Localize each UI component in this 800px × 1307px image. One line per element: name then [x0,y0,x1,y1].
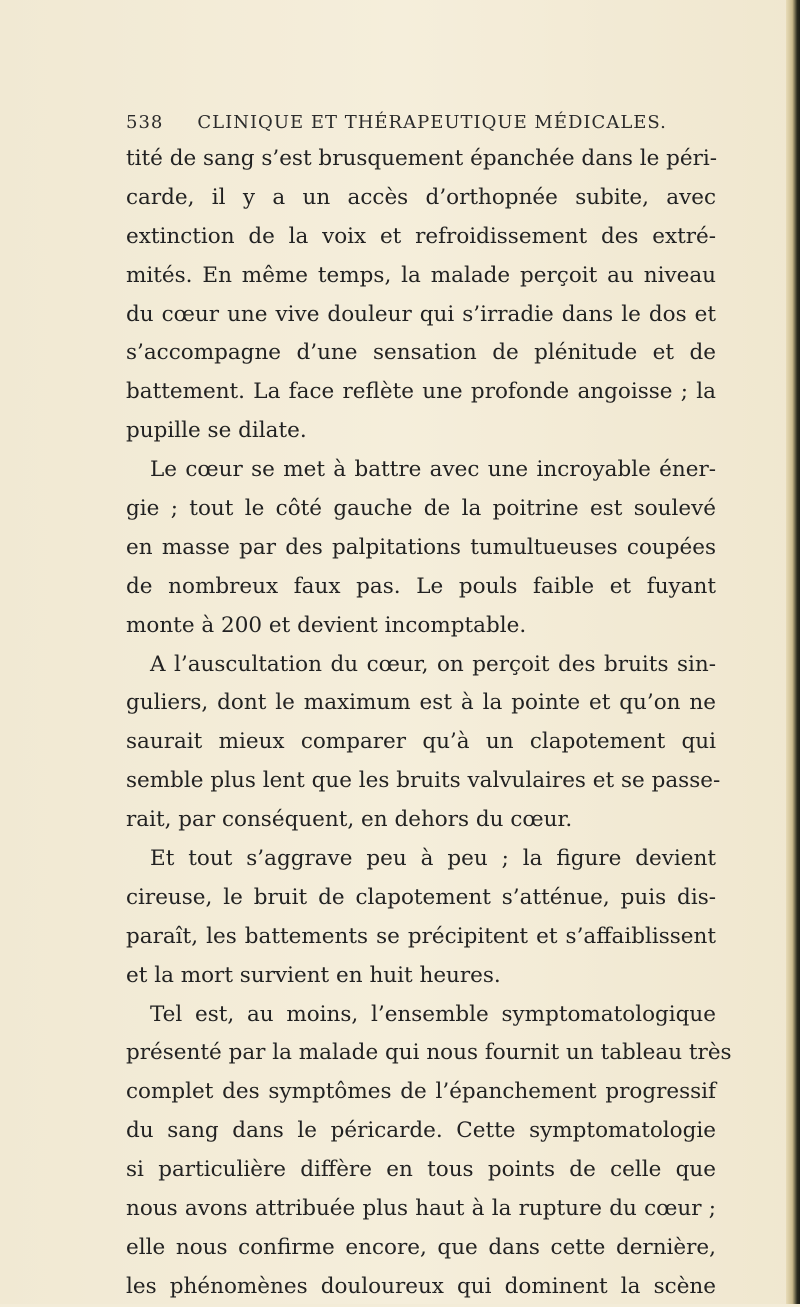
text-line: Le cœur se met à battre avec une incroyable éner- [150,457,716,483]
text-line: pupille se dilate. [126,418,307,444]
text-line: gie ; tout le côté gauche de la poitrine est soulevé [126,496,716,522]
text-line: monte à 200 et devient incomptable. [126,612,527,638]
running-title: CLINIQUE ET THÉRAPEUTIQUE MÉDICALES. [197,112,667,133]
text-line: paraît, les battements se précipitent et s’affaiblissent [126,923,716,949]
text-line: présenté par la malade qui nous fournit un tableau très [126,1040,732,1066]
text-line: saurait mieux comparer qu’à un clapotement qui [126,729,716,755]
text-line: A l’auscultation du cœur, on perçoit des bruits sin- [150,651,716,677]
text-line: carde, il y a un accès d’orthopnée subite, avec [126,184,716,210]
text-line: cireuse, le bruit de clapotement s’atténue, puis dis- [126,884,716,910]
text-line: elle nous confirme encore, que dans cette dernière, [126,1234,716,1260]
page-number: 538 [126,112,164,133]
text-line: les phénomènes douloureux qui dominent la scène [126,1273,716,1299]
text-line: tité de sang s’est brusquement épanchée dans le péri- [126,146,718,171]
text-line: si particulière diffère en tous points de celle que [126,1157,716,1183]
text-line: Tel est, au moins, l’ensemble symptomatologique [150,1001,716,1027]
text-line: de nombreux faux pas. Le pouls faible et fuyant [126,573,716,599]
text-line: en masse par des palpitations tumultueuses coupées [126,534,716,560]
text-line: complet des symptômes de l’épanchement progressif [126,1079,716,1105]
text-line: du sang dans le péricarde. Cette symptomatologie [126,1118,716,1144]
text-line: semble plus lent que les bruits valvulaires et se passe- [126,768,721,794]
text-line: mités. En même temps, la malade perçoit au niveau [126,262,716,288]
text-line: rait, par conséquent, en dehors du cœur. [126,807,573,833]
running-head [126,112,667,140]
page-gutter-shadow [786,0,800,1304]
text-line: Et tout s’aggrave peu à peu ; la figure devient [150,846,716,872]
text-line: s’accompagne d’une sensation de plénitude et de [126,340,716,366]
text-line: extinction de la voix et refroidissement des extré- [126,223,716,249]
text-line: du cœur une vive douleur qui s’irradie dans le dos et [126,301,716,327]
text-line: battement. La face reflète une profonde angoisse ; la [126,379,716,405]
body-text [126,140,732,1307]
text-line: guliers, dont le maximum est à la pointe et qu’on ne [126,690,716,716]
text-line: et la mort survient en huit heures. [126,962,501,988]
text-line: nous avons attribuée plus haut à la rupture du cœur ; [126,1196,716,1222]
